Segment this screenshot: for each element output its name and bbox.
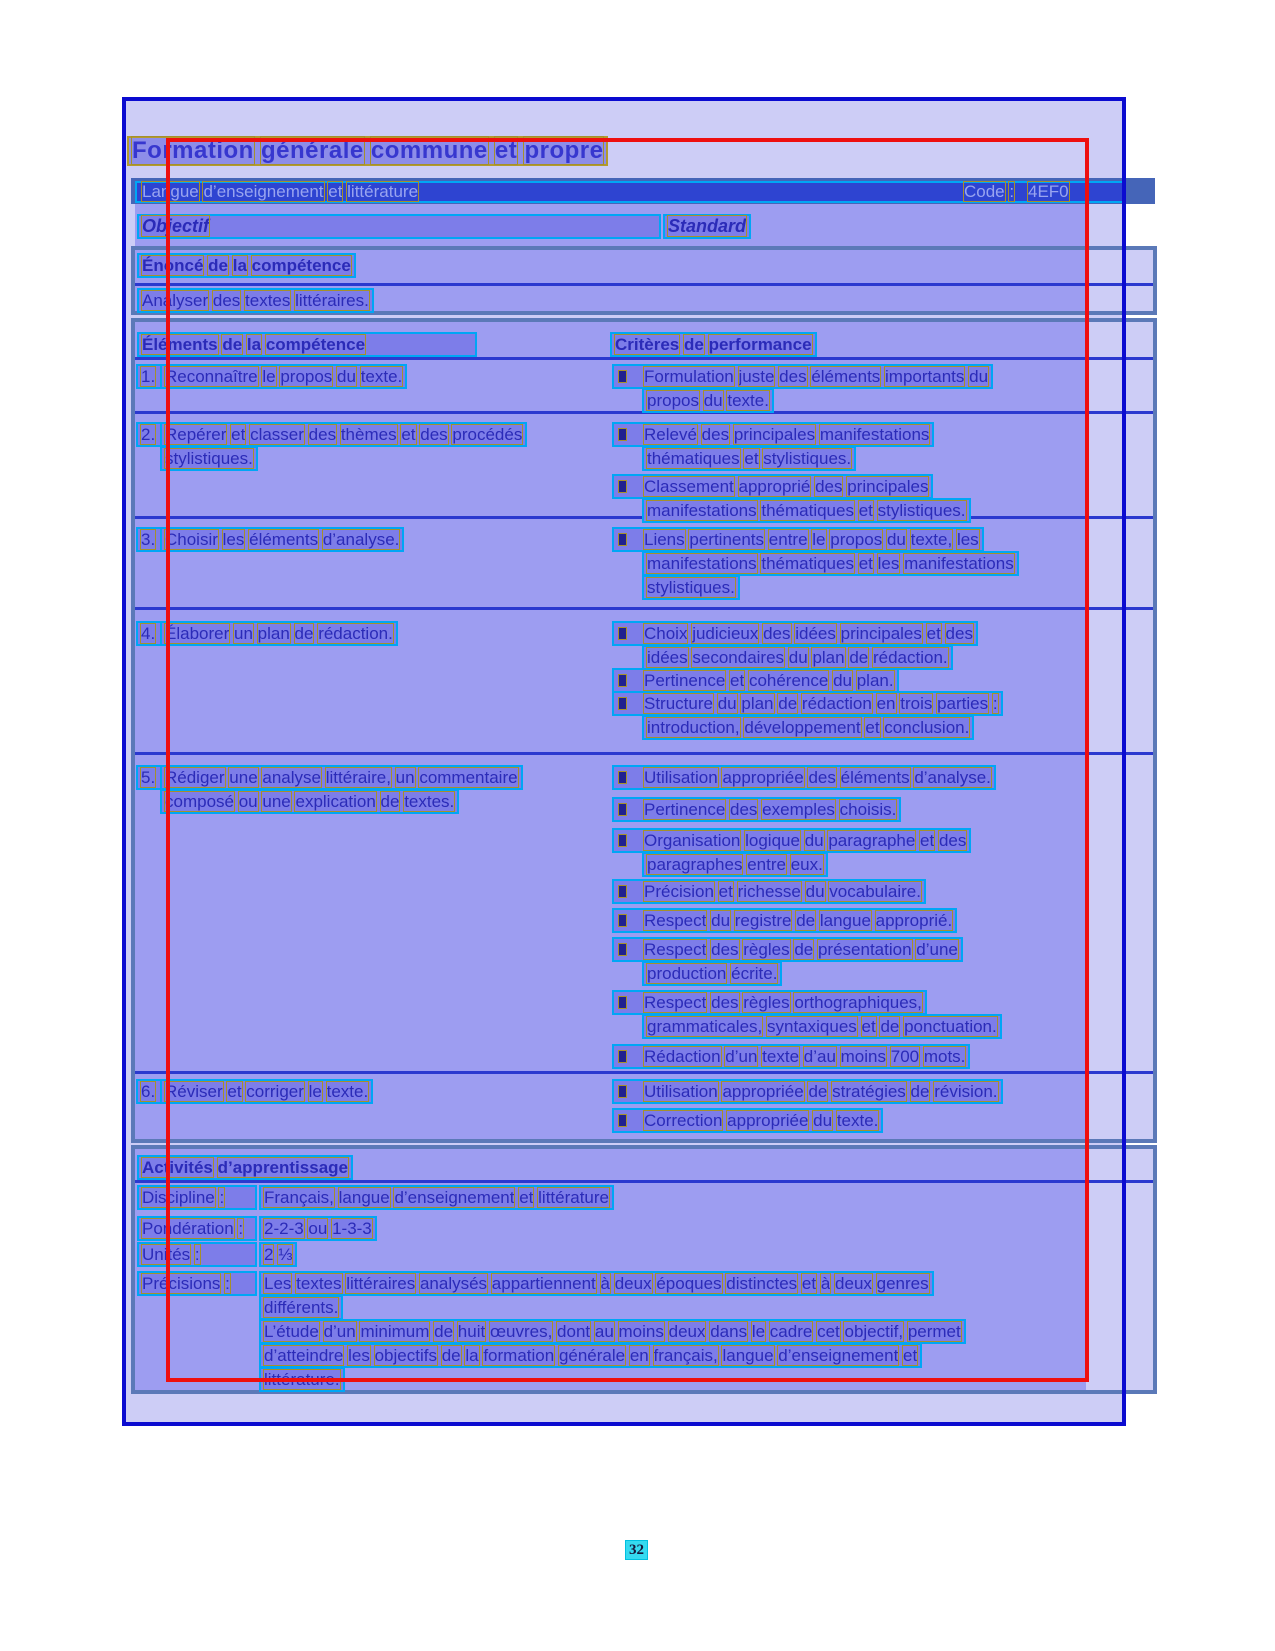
precisions-line: différents. — [259, 1295, 343, 1320]
precisions-line: d’atteindre les objectifs de la formation générale en français, langue d’enseignement et — [259, 1343, 922, 1368]
criterion-line: Utilisation appropriée des éléments d’analyse. — [612, 765, 996, 790]
competence-table — [131, 318, 1157, 1143]
criterion-line: Respect des règles orthographiques, — [612, 990, 927, 1015]
element-text: Choisir les éléments d’analyse. — [160, 527, 404, 552]
ponderation-value: 2-2-3 ou 1-3-3 — [259, 1216, 377, 1241]
page-border-bottom — [122, 1422, 1126, 1426]
criterion-line: Liens pertinents entre le propos du texte, les — [612, 527, 984, 552]
precisions-line: L’étude d’un minimum de huit œuvres, dont au moins deux dans le cadre cet objectif, permet — [259, 1319, 966, 1344]
criterion-line: Formulation juste des éléments importants du — [612, 364, 993, 389]
criterion-line: Structure du plan de rédaction en trois parties : — [612, 691, 1003, 716]
bullet-icon — [619, 915, 626, 926]
criterion-line: Utilisation appropriée de stratégies de révision. — [612, 1079, 1003, 1104]
precisions-line: littérature. — [259, 1367, 345, 1392]
row-number: 3. — [136, 527, 162, 552]
criterion-line: manifestations thématiques et stylistiques. — [642, 498, 971, 523]
precisions-line: Les textes littéraires analysés appartiennent à deux époques distinctes et à deux genres — [259, 1271, 934, 1296]
element-text: Reconnaître le propos du texte. — [160, 364, 407, 389]
bullet-icon — [619, 1051, 626, 1062]
criterion-line: thématiques et stylistiques. — [642, 446, 856, 471]
page-number: 32 — [625, 1540, 648, 1560]
bullet-icon — [619, 675, 626, 686]
course-name: Langue d’enseignement et littérature — [142, 182, 419, 201]
activites-section — [131, 1145, 1157, 1394]
activites-heading: Activités d’apprentissage — [137, 1155, 353, 1180]
element-text: Réviser et corriger le texte. — [160, 1079, 373, 1104]
row-divider — [135, 357, 1153, 360]
criterion-line: Respect du registre de langue approprié. — [612, 908, 957, 933]
bullet-icon — [619, 1115, 626, 1126]
criterion-line: manifestations thématiques et les manifestations — [642, 551, 1019, 576]
criterion-line: Pertinence et cohérence du plan. — [612, 668, 899, 693]
row-number: 6. — [136, 1079, 162, 1104]
table-header-elements: Éléments de la compétence — [137, 332, 477, 357]
enonce-divider — [135, 283, 1153, 286]
precisions-label: Précisions : — [137, 1271, 257, 1296]
course-code-value: 4EF0 — [1028, 182, 1069, 201]
page-border-top — [122, 97, 1126, 101]
bullet-icon — [619, 804, 626, 815]
bullet-icon — [619, 835, 626, 846]
criterion-line: introduction, développement et conclusion. — [642, 715, 974, 740]
enonce-section — [131, 246, 1157, 315]
criterion-line: Pertinence des exemples choisis. — [612, 797, 901, 822]
criterion-line: paragraphes entre eux. — [642, 852, 828, 877]
element-text: Élaborer un plan de rédaction. — [160, 621, 398, 646]
criterion-line: Classement approprié des principales — [612, 474, 933, 499]
criterion-line: propos du texte. — [642, 388, 774, 413]
row-number: 1. — [136, 364, 162, 389]
bullet-icon — [619, 371, 626, 382]
criterion-line: grammaticales, syntaxiques et de ponctuation. — [642, 1014, 1002, 1039]
bullet-icon — [619, 944, 626, 955]
element-text: composé ou une explication de textes. — [160, 789, 459, 814]
bullet-icon — [619, 628, 626, 639]
course-header-bar — [131, 178, 1155, 204]
element-text: Repérer et classer des thèmes et des procédés — [160, 422, 527, 447]
bullet-icon — [619, 772, 626, 783]
row-divider — [135, 752, 1153, 755]
enonce-statement: Analyser des textes littéraires. — [137, 288, 374, 313]
criterion-line: idées secondaires du plan de rédaction. — [642, 645, 953, 670]
element-text: Rédiger une analyse littéraire, un commentaire — [160, 765, 523, 790]
bullet-icon — [619, 481, 626, 492]
bullet-icon — [619, 886, 626, 897]
bullet-icon — [619, 997, 626, 1008]
course-code-label: Code : — [964, 182, 1015, 201]
criterion-line: Choix judicieux des idées principales et des — [612, 621, 978, 646]
criterion-line: Correction appropriée du texte. — [612, 1108, 883, 1133]
element-text: stylistiques. — [160, 446, 258, 471]
page-border-left — [122, 97, 126, 1426]
column-objectif: Objectif — [137, 214, 661, 239]
discipline-label: Discipline : — [137, 1185, 257, 1210]
criterion-line: Respect des règles de présentation d’une — [612, 937, 963, 962]
criterion-line: Organisation logique du paragraphe et des — [612, 828, 971, 853]
page-title: Formation générale commune et propre — [127, 136, 608, 166]
row-divider — [135, 607, 1153, 610]
criterion-line: Rédaction d’un texte d’au moins 700 mots. — [612, 1044, 970, 1069]
bullet-icon — [619, 429, 626, 440]
bullet-icon — [619, 534, 626, 545]
enonce-heading: Énoncé de la compétence — [137, 253, 356, 278]
row-number: 4. — [136, 621, 162, 646]
row-number: 2. — [136, 422, 162, 447]
table-header-criteres: Critères de performance — [610, 332, 817, 357]
unites-label: Unités : — [137, 1242, 257, 1267]
activites-divider — [135, 1180, 1153, 1183]
row-number: 5. — [136, 765, 162, 790]
discipline-value: Français, langue d’enseignement et littérature — [259, 1185, 614, 1210]
criterion-line: Précision et richesse du vocabulaire. — [612, 879, 926, 904]
bullet-icon — [619, 698, 626, 709]
course-header-stripe — [135, 181, 1124, 203]
row-divider — [135, 1071, 1153, 1074]
column-standard: Standard — [663, 214, 751, 239]
bullet-icon — [619, 1086, 626, 1097]
ponderation-label: Pondération : — [137, 1216, 257, 1241]
criterion-line: Relevé des principales manifestations — [612, 422, 934, 447]
unites-value: 2 ⅓ — [259, 1242, 297, 1267]
criterion-line: stylistiques. — [642, 575, 740, 600]
criterion-line: production écrite. — [642, 961, 782, 986]
page-border-right — [1122, 97, 1126, 1426]
